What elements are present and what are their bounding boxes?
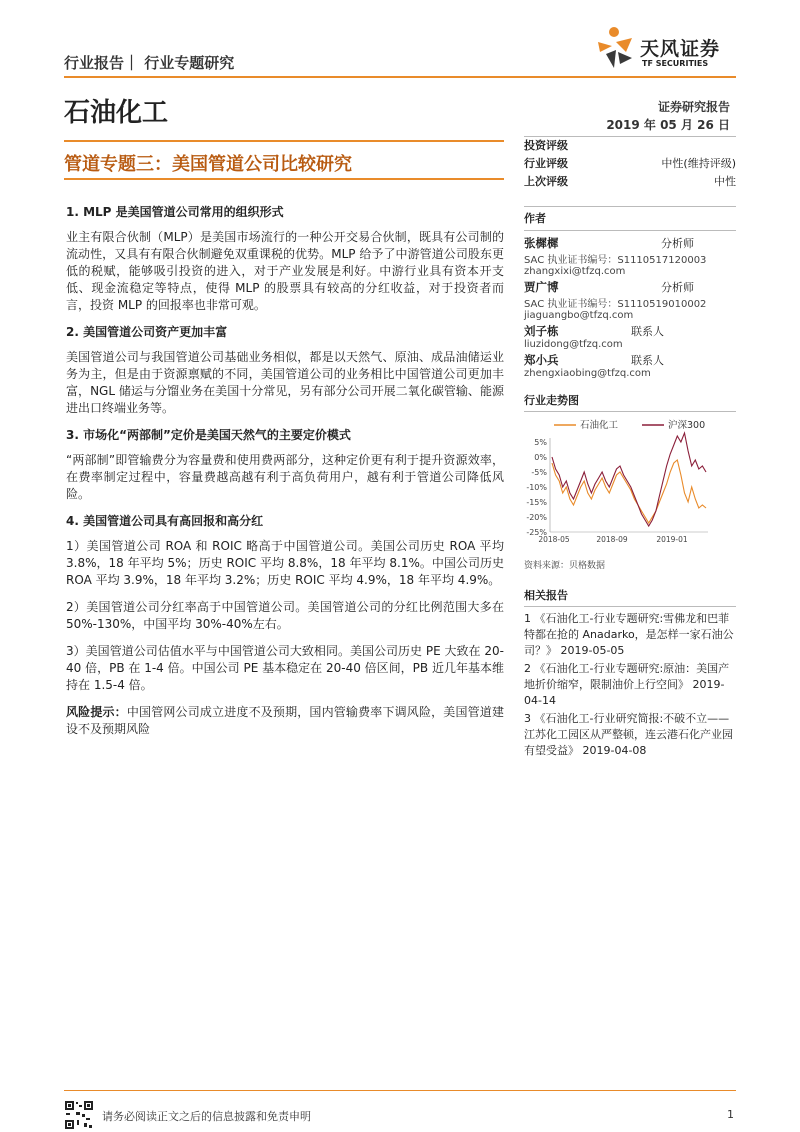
prev-rating-label: 上次评级 (524, 175, 568, 188)
divider (524, 606, 736, 607)
company-logo (588, 24, 738, 74)
report-type: 证券研究报告 (657, 100, 730, 114)
logo-text-en: TF SECURITIES (642, 59, 709, 68)
header-rule (64, 76, 736, 78)
author-name: 刘子栋 (524, 324, 559, 338)
y-tick-label: -10% (526, 483, 547, 492)
sector-name: 石油化工 (64, 98, 169, 128)
paragraph: 3）美国管道公司估值水平与中国管道公司大致相同。美国公司历史 PE 大致在 20-40 倍，PB 在 1-4 倍。中国公司 PE 基本稳定在 20-40 倍区间，PB 近几年基本维持在 1.5-4 倍。 (66, 644, 504, 692)
related-report-item[interactable]: 1 《石油化工-行业专题研究:雪佛龙和巴菲特都在抢的 Anadarko，是怎样一家石油公司？》 2019-05-05 (524, 612, 734, 657)
author-email[interactable]: jiaguangbo@tfzq.com (524, 310, 634, 321)
x-tick-label: 2019-01 (656, 535, 688, 544)
related-title: 相关报告 (524, 589, 568, 602)
rating-title: 投资评级 (524, 139, 568, 152)
divider (524, 206, 736, 207)
paragraph: 2）美国管道公司分红率高于中国管道公司。美国管道公司的分红比例范围大多在 50%-130%，中国平均 30%-40%左右。 (66, 600, 504, 631)
main-content (66, 200, 504, 748)
title-rule-top (64, 140, 504, 142)
y-tick-label: 0% (534, 453, 547, 462)
paragraph: “两部制”即管输费分为容量费和使用费两部分，这种定价更有利于提升资源效率，在费率制定过程中，容量费越高越有利于高负荷用户，越有利于管道公司降低风险。 (66, 453, 504, 501)
author-email[interactable]: liuzidong@tfzq.com (524, 339, 623, 350)
risk-label: 风险提示： (66, 705, 127, 719)
qr-code-icon (64, 1100, 94, 1130)
paragraph: 业主有限合伙制（MLP）是美国市场流行的一种公开交易合伙制，既具有公司制的流动性，又具有有限合伙制避免双重课税的优势。MLP 给予了中游管道公司股东更低的税赋，能够吸引投资的进入，对于产业发展是利好。中游行业具有资本开支低、现金流稳定等特点，使得 MLP 的股票具有较高的分红收益，对于投资者而言，投资 MLP 的回报率也非常可观。 (66, 230, 504, 312)
legend-label: 石油化工 (580, 420, 619, 431)
rating-panel (524, 136, 736, 191)
legend-label: 沪深300 (668, 420, 706, 431)
y-tick-label: -20% (526, 513, 547, 522)
author-sac: SAC 执业证书编号：S1110517120003 (524, 255, 707, 266)
logo-mark-icon (588, 24, 638, 72)
trend-chart (524, 412, 736, 558)
author-email[interactable]: zhengxiaobing@tfzq.com (524, 368, 651, 379)
author-role: 联系人 (631, 354, 664, 367)
author-role: 分析师 (661, 281, 694, 294)
trend-panel (524, 392, 736, 412)
author-role: 联系人 (631, 325, 664, 338)
section-heading: 4. 美国管道公司具有高回报和高分红 (66, 514, 264, 528)
prev-rating-value: 中性 (714, 175, 736, 188)
series-line (552, 433, 706, 526)
author-email[interactable]: zhangxixi@tfzq.com (524, 266, 626, 277)
report-title: 管道专题三：美国管道公司比较研究 (64, 154, 352, 175)
related-reports (524, 588, 736, 761)
paragraph: 美国管道公司与我国管道公司基础业务相似，都是以天然气、原油、成品油储运业务为主，但是由于资源禀赋的不同，美国管道公司的业务相比中国管道公司更加丰富，NGL 储运与分馏业务在美国十分常见，另有部分公司开展二氧化碳管输、能源进出口终端业务等。 (66, 350, 504, 415)
series-line (552, 460, 706, 523)
x-tick-label: 2018-05 (538, 535, 570, 544)
divider (524, 230, 736, 231)
author-role: 分析师 (661, 237, 694, 250)
report-category: 行业报告｜ 行业专题研究 (64, 54, 235, 72)
author-sac: SAC 执业证书编号：S1110519010002 (524, 299, 707, 310)
logo-text-cn: 天风证券 (640, 38, 721, 60)
trend-title: 行业走势图 (524, 394, 579, 407)
footer-rule (64, 1090, 736, 1091)
section-heading: 1. MLP 是美国管道公司常用的组织形式 (66, 205, 284, 219)
y-tick-label: -5% (531, 468, 547, 477)
risk-warning (66, 704, 504, 738)
industry-rating-value: 中性(维持评级) (661, 157, 736, 170)
section-heading: 2. 美国管道公司资产更加丰富 (66, 325, 228, 339)
authors-panel (524, 206, 736, 379)
author-name: 郑小兵 (524, 353, 559, 367)
author-name: 张樨樨 (524, 236, 559, 250)
related-report-item[interactable]: 3 《石油化工-行业研究简报:不破不立——江苏化工园区从严整顿，连云港石化产业园有望受益》 2019-04-08 (524, 712, 733, 757)
report-date: 2019 年 05 月 26 日 (606, 118, 730, 132)
x-tick-label: 2018-09 (596, 535, 628, 544)
paragraph: 1）美国管道公司 ROA 和 ROIC 略高于中国管道公司。美国公司历史 ROA 平均 3.8%，18 年平均 5%；历史 ROIC 平均 8.8%，18 年平均 8.1%。中国公司历史 ROA 平均 3.9%，18 年平均 3.2%；历史 ROIC 平均 4.9%，18 年平均 4.9%。 (66, 539, 504, 587)
authors-title: 作者 (524, 212, 546, 225)
title-rule-bottom (64, 178, 504, 180)
page-number: 1 (727, 1108, 734, 1121)
y-tick-label: -15% (526, 498, 547, 507)
industry-rating-label: 行业评级 (524, 157, 568, 170)
author-name: 贾广博 (524, 280, 559, 294)
y-tick-label: 5% (534, 438, 547, 447)
y-tick-label: -25% (526, 528, 547, 537)
chart-source: 资料来源：贝格数据 (524, 561, 606, 571)
risk-text: 中国管网公司成立进度不及预期，国内管输费率下调风险，美国管道建设不及预期风险 (66, 705, 504, 736)
related-report-item[interactable]: 2 《石油化工-行业专题研究:原油：美国产地折价缩窄，限制油价上行空间》 2019-04-14 (524, 662, 730, 707)
footer-disclaimer: 请务必阅读正文之后的信息披露和免责申明 (102, 1110, 311, 1123)
section-heading: 3. 市场化“两部制”定价是美国天然气的主要定价模式 (66, 428, 351, 442)
